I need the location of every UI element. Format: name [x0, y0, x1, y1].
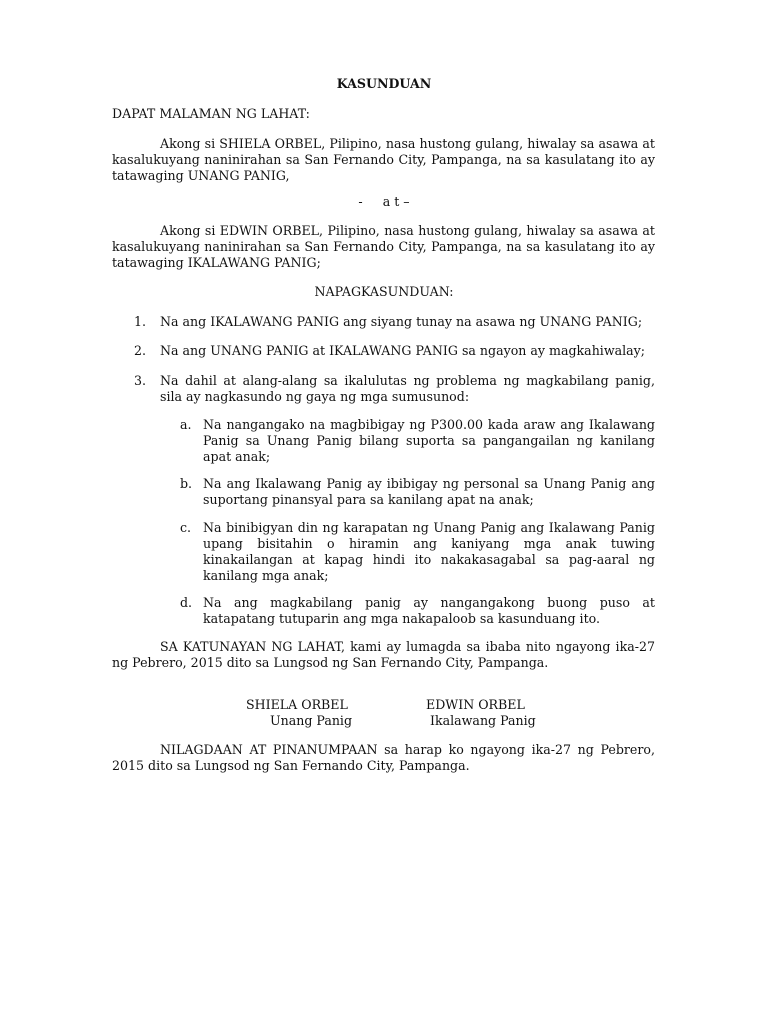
- sub-item-text: Na binibigyan din ng karapatan ng Unang Panig ang Ikalawang Panig upang bisitahin o hiramin ang kaniyang mga anak tuwing kinakailangan at kapag hindi ito nakakasagabal sa pag-aaral ng kanilang mga anak;: [203, 520, 655, 583]
- signatory-role-1: Unang Panig: [270, 713, 353, 728]
- list-item-number: 1.: [134, 314, 147, 329]
- list-item: [134, 343, 655, 359]
- list-item: [134, 373, 655, 405]
- sub-item-text: Na ang Ikalawang Panig ay ibibigay ng personal sa Unang Panig ang suportang pinansyal para sa kanilang apat na anak;: [203, 476, 655, 507]
- sub-list-item: [180, 417, 655, 465]
- list-item-text: Na ang IKALAWANG PANIG ang siyang tunay na asawa ng UNANG PANIG;: [160, 314, 643, 329]
- agreement-heading: NAPAGKASUNDUAN:: [314, 284, 454, 299]
- oath-paragraph: [112, 742, 655, 774]
- list-item-number: 2.: [134, 343, 147, 358]
- list-item-number: 3.: [134, 373, 147, 388]
- sub-list-item: [180, 520, 655, 584]
- list-item-text: Na ang UNANG PANIG at IKALAWANG PANIG sa ngayon ay magkahiwalay;: [160, 343, 646, 358]
- witness-text: SA KATUNAYAN NG LAHAT, kami ay lumagda sa ibaba nito ngayong ika-27 ng Pebrero, 2015 dito sa Lungsod ng San Fernando City, Pampanga.: [112, 639, 655, 670]
- separator: - a t –: [358, 194, 410, 209]
- witness-paragraph: [112, 639, 655, 671]
- party1-text: Akong si SHIELA ORBEL, Pilipino, nasa hustong gulang, hiwalay sa asawa at kasalukuyang naninirahan sa San Fernando City, Pampanga, na sa kasulatang ito ay tatawaging UNANG PANIG,: [112, 136, 655, 183]
- sub-item-letter: b.: [180, 476, 193, 491]
- sub-item-letter: a.: [180, 417, 192, 432]
- signatory-name-2: EDWIN ORBEL: [426, 697, 525, 712]
- signatory-role-2: Ikalawang Panig: [430, 713, 536, 728]
- sub-item-text: Na nangangako na magbibigay ng P300.00 kada araw ang Ikalawang Panig sa Unang Panig bilang suporta sa pangangailan ng kanilang apat anak;: [203, 417, 655, 464]
- party2-paragraph: [112, 223, 655, 271]
- sub-list-item: [180, 595, 655, 627]
- sub-item-text: Na ang magkabilang panig ay nangangakong buong puso at katapatang tutuparin ang mga nakapaloob sa kasunduang ito.: [203, 595, 655, 626]
- salutation: DAPAT MALAMAN NG LAHAT:: [112, 106, 310, 121]
- sub-item-letter: d.: [180, 595, 193, 610]
- sub-item-letter: c.: [180, 520, 192, 535]
- party2-text: Akong si EDWIN ORBEL, Pilipino, nasa hustong gulang, hiwalay sa asawa at kasalukuyang naninirahan sa San Fernando City, Pampanga, na sa kasulatang ito ay tatawaging IKALAWANG PANIG;: [112, 223, 655, 270]
- list-item-text: Na dahil at alang-alang sa ikalulutas ng problema ng magkabilang panig, sila ay nagkasundo ng gaya ng mga sumusunod:: [160, 373, 655, 404]
- party1-paragraph: [112, 136, 655, 184]
- oath-text: NILAGDAAN AT PINANUMPAAN sa harap ko ngayong ika-27 ng Pebrero, 2015 dito sa Lungsod ng San Fernando City, Pampanga.: [112, 742, 655, 773]
- signatory-name-1: SHIELA ORBEL: [246, 697, 348, 712]
- list-item: [134, 314, 655, 330]
- sub-list-item: [180, 476, 655, 508]
- document-title: KASUNDUAN: [336, 76, 432, 91]
